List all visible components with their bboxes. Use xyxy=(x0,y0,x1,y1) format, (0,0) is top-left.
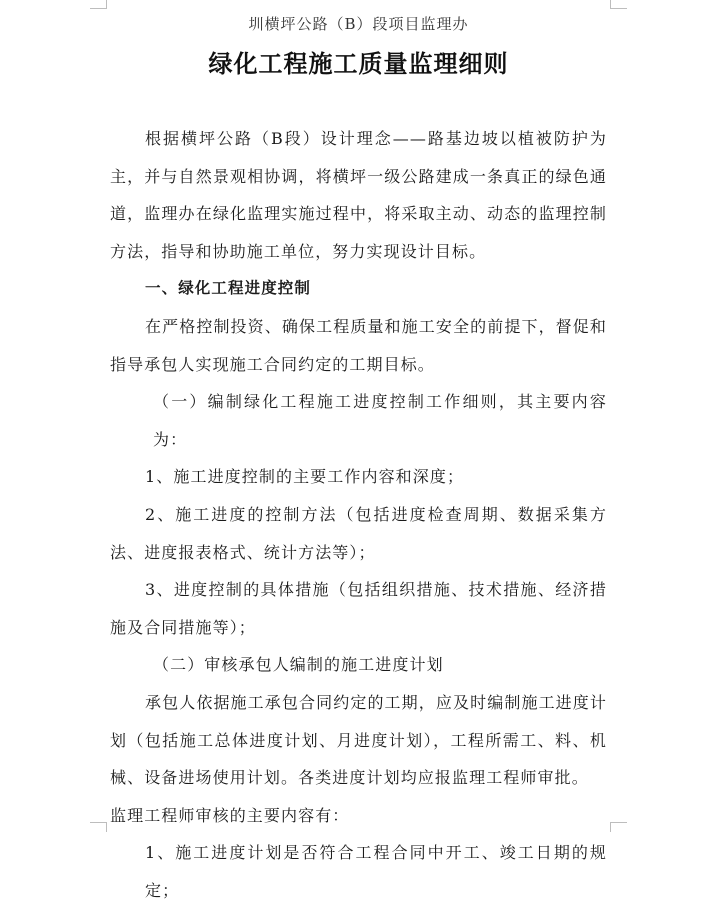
document-body xyxy=(110,120,607,909)
list-item: 3、进度控制的具体措施（包括组织措施、技术措施、经济措施及合同措施等）； xyxy=(110,580,607,637)
list-item: 2、施工进度的控制方法（包括进度检查周期、数据采集方法、进度报表格式、统计方法等）； xyxy=(110,504,607,562)
paragraph-schedule-goal: 在严格控制投资、确保工程质量和施工安全的前提下，督促和指导承包人实现施工合同约定的工期目标。 xyxy=(110,316,607,374)
crop-mark-top-left xyxy=(90,0,107,9)
paragraph-intro: 根据横坪公路（B段）设计理念——路基边坡以植被防护为主，并与自然景观相协调，将横坪一级公路建成一条真正的绿色通道，监理办在绿化监理实施过程中，将采取主动、动态的监理控制方法，指导和协助施工单位，努力实现设计目标。 xyxy=(110,129,607,261)
subsection-heading-1: （一）编制绿化工程施工进度控制工作细则，其主要内容为： xyxy=(153,392,607,449)
list-item: 1、施工进度计划是否符合工程合同中开工、竣工日期的规定； xyxy=(145,843,607,900)
list-item: 1、施工进度控制的主要工作内容和深度； xyxy=(145,467,465,487)
page-header: 圳横坪公路（B）段项目监理办 xyxy=(248,15,469,33)
document-title: 绿化工程施工质量监理细则 xyxy=(208,49,509,78)
paragraph-contractor-plan: 承包人依据施工承包合同约定的工期，应及时编制施工进度计划（包括施工总体进度计划、月进度计划），工程所需工、料、机械、设备进场使用计划。各类进度计划均应报监理工程师审批。 xyxy=(110,692,607,788)
subsection-heading-2: （二）审核承包人编制的施工进度计划 xyxy=(153,655,444,675)
crop-mark-bottom-left xyxy=(90,822,107,832)
paragraph-review-intro: 监理工程师审核的主要内容有： xyxy=(110,805,350,825)
crop-mark-bottom-right xyxy=(610,822,627,832)
crop-mark-top-right xyxy=(610,0,627,9)
section-heading: 一、绿化工程进度控制 xyxy=(145,279,312,298)
